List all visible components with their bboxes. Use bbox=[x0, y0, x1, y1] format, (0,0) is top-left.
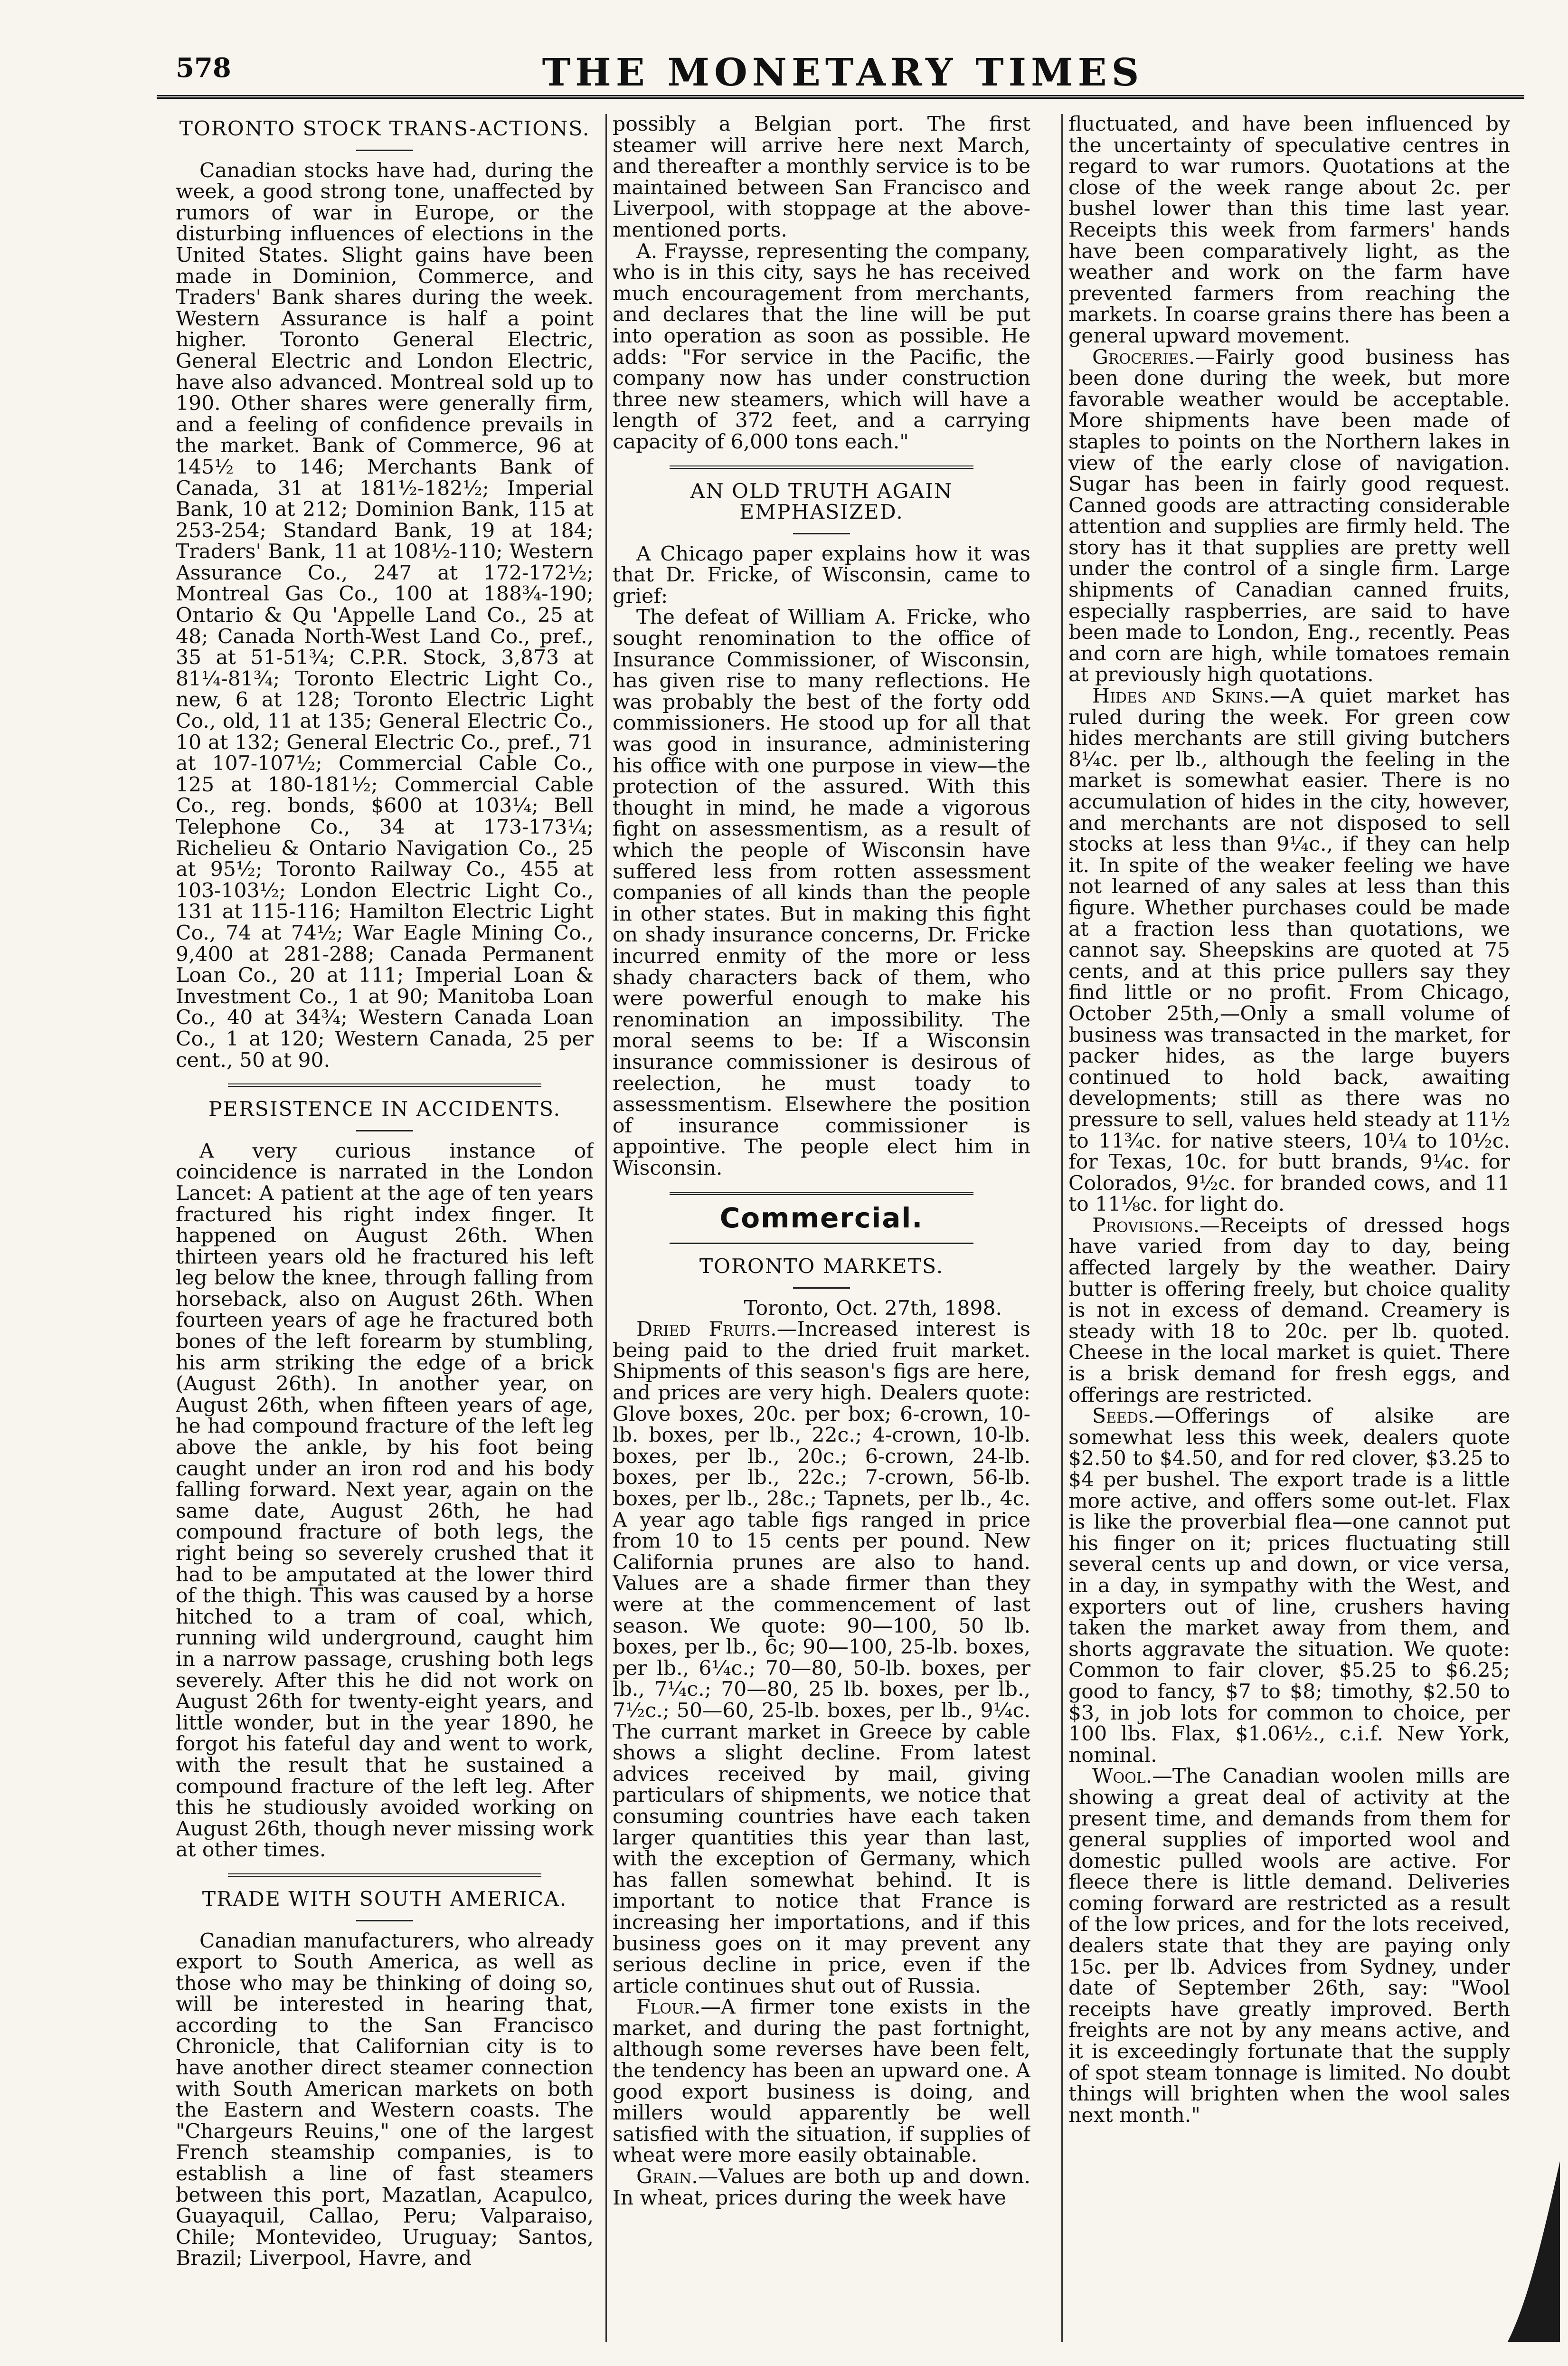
short-rule bbox=[356, 1130, 413, 1131]
paragraph-lead: Groceries. bbox=[1092, 345, 1195, 369]
article-separator bbox=[670, 1192, 973, 1195]
paragraph-lead: Wool. bbox=[1092, 1765, 1152, 1788]
article-heading: TORONTO MARKETS. bbox=[699, 1255, 944, 1279]
dateline: Toronto, Oct. 27th, 1898. bbox=[744, 1296, 1002, 1320]
article-heading: TRADE WITH SOUTH AMERICA. bbox=[202, 1887, 567, 1911]
article-paragraph: Canadian stocks have had, during the week, a good strong tone, unaffected by rumors of war in Europe, or the disturbing influences of elections in the United States. Slight gains have been made in Dominion, Commerce, and Traders' Bank shares during the week. Western Assurance is half a point higher. Toronto General Electric, General Electric and London Electric, have also advanced. Montreal sold up to 190. Other shares were generally firm, and a feeling of confidence prevails in the market. Bank of Commerce, 96 at 145½ to 146; Merchants Bank of Canada, 31 at 181½-182½; Imperial Bank, 10 at 212; Dominion Bank, 115 at 253-254; Standard Bank, 19 at 184; Traders' Bank, 11 at 108½-110; Western Assurance Co., 247 at 172-172½; Montreal Gas Co., 100 at 188¾-190; Ontario & Qu 'Appelle Land Co., 25 at 48; Canada North-West Land Co., pref., 35 at 51-51¾; C.P.R. Stock, 3,873 at 81¼-81¾; Toronto Electric Light Co., new, 6 at 128; Toronto Electric Light Co., old, 11 at 135; General Electric Co., 10 at 132; General Electric Co., pref., 71 at 107-107½; Commercial Cable Co., 125 at 180-181½; Commercial Cable Co., reg. bonds, $600 at 103¼; Bell Telephone Co., 34 at 173-173¼; Richelieu & Ontario Navigation Co., 25 at 95½; Toronto Railway Co., 455 at 103-103½; London Electric Light Co., 131 at 115-116; Hamilton Electric Light Co., 74 at 74½; War Eagle Mining Co., 9,400 at 281-288; Canada Permanent Loan Co., 20 at 111; Imperial Loan & Investment Co., 1 at 90; Manitoba Loan Co., 40 at 34¾; Western Canada Loan Co., 1 at 120; Western Canada, 25 per cent., 50 at 90. bbox=[176, 159, 594, 1072]
article-paragraph: fluctuated, and have been influenced by the uncertainty of speculative centres in regard to war rumors. Quotations at the close of the week range about 2c. per bushel lower than this time last year. Receipts this week from farmers' hands have been comparatively light, as the weather and work on the farm have prevented farmers from reaching the markets. In coarse grains there has been a general upward movement. bbox=[1068, 114, 1510, 348]
article-paragraph bbox=[1068, 347, 1510, 686]
short-rule bbox=[793, 533, 850, 534]
paragraph-body: —Offerings of alsike are somewhat less this week, dealers quote $2.50 to $4.50, and for red clover, $3.25 to $4 per bushel. The export trade is a little more active, and offers some out-let. Flax is like the proverbial flea—one cannot put his finger on it; prices fluctuating still several cents up and down, or vice versa, in a day, in sympathy with the West, and exporters out of line, crushers having taken the market away from them, and shorts aggravate the situation. We quote: Common to fair clover, $5.25 to $6.25; good to fancy, $7 to $8; timothy, $2.50 to $3, in job lots for common to choice, per 100 lbs. Flax, $1.06½., c.i.f. New York, nominal. bbox=[1068, 1405, 1510, 1767]
column-1 bbox=[176, 114, 594, 2342]
paragraph-body: —The Canadian woolen mills are showing a great deal of activity at the present time, and demands from them for general supplies of imported wool and domestic pulled wools are active. For fleece there is little demand. Deliveries coming forward are restricted as a result of the low prices, and for the lots received, dealers state that they are paying only 15c. per lb. Advices from Sydney, under date of September 26th, say: "Wool receipts have greatly improved. Berth freights are not by any means active, and it is exceedingly fortunate that the supply of spot steam tonnage is limited. No doubt things will brighten when the wool sales next month." bbox=[1068, 1765, 1510, 2127]
column-divider bbox=[1061, 114, 1063, 2342]
article-paragraph bbox=[1068, 686, 1510, 1216]
paragraph-body: —A quiet market has ruled during the week. For green cow hides merchants are still giving butchers 8¼c. per lb., although the feeling in the market is somewhat easier. There is no accumulation of hides in the city, however, and merchants are not disposed to sell stocks at less than 9¼c., if they can help it. In spite of the weaker feeling we have not learned of any sales at less than this figure. Whether purchases could be made at a fraction less than quotations, we cannot say. Sheepskins are quoted at 75 cents, and at this price pullers say they find little or no profit. From Chicago, October 25th,—Only a small volume of business was transacted in the market, for packer hides, as the large buyers continued to hold back, awaiting developments; still as there was no pressure to sell, values held steady at 11½ to 11¾c. for native steers, 10¼ to 10½c. for Texas, 10c. for butt brands, 9¼c. for Colorados, 9½c. for branded cows, and 11 to 11⅛c. for light do. bbox=[1068, 684, 1510, 1216]
article-heading: AN OLD TRUTH AGAIN EMPHASIZED. bbox=[690, 479, 953, 524]
paragraph-body: —Receipts of dressed hogs have varied from day to day, being affected largely by the weather. Dairy butter is offering freely, but choice quality is not in excess of demand. Creamery is steady with 18 to 20c. per lb. quoted. Cheese in the local market is quiet. There is a brisk demand for fresh eggs, and offerings are restricted. bbox=[1068, 1214, 1510, 1407]
header-rule bbox=[157, 95, 1524, 99]
paragraph-lead: Flour. bbox=[636, 1995, 701, 2019]
article-paragraph bbox=[1068, 1766, 1510, 2126]
page-number: 578 bbox=[176, 52, 231, 84]
page-header bbox=[176, 50, 1510, 93]
paragraph-body: —Values are both up and down. In wheat, prices during the week have bbox=[613, 2165, 1030, 2210]
paragraph-body: —A firmer tone exists in the market, and during the past fortnight, although some reverses have been felt, the tendency has been an upward one. A good export business is doing, and millers would apparently be well satisfied with the situation, if supplies of wheat were more easily obtainable. bbox=[613, 1995, 1030, 2167]
article-paragraph: A Chicago paper explains how it was that Dr. Fricke, of Wisconsin, came to grief: bbox=[613, 542, 1030, 608]
article-heading: TORONTO STOCK TRANS-ACTIONS. bbox=[179, 117, 590, 141]
article-heading: PERSISTENCE IN ACCIDENTS. bbox=[208, 1098, 561, 1121]
paragraph-lead: Grain. bbox=[636, 2165, 698, 2189]
column-3 bbox=[1068, 114, 1510, 2342]
article-paragraph: Canadian manufacturers, who already export to South America, as well as those who may be thinking of doing so, will be interested in hearing that, according to the San Francisco Chronicle, that Californian city is to have another direct steamer connection with South American markets on both the Eastern and Western coasts. The "Chargeurs Reuins," one of the largest French steamship companies, is to establish a line of fast steamers between this port, Mazatlan, Acapulco, Guayaquil, Callao, Peru; Valparaiso, Chile; Montevideo, Uruguay; Santos, Brazil; Liverpool, Havre, and bbox=[176, 1929, 594, 2271]
article-separator bbox=[670, 1243, 973, 1244]
section-heading: Commercial. bbox=[719, 1201, 924, 1234]
article-paragraph bbox=[1068, 1406, 1510, 1766]
article-separator bbox=[670, 466, 973, 469]
paragraph-lead: Hides and Skins. bbox=[1092, 684, 1270, 708]
article-separator bbox=[228, 1873, 541, 1877]
paragraph-body: —Fairly good business has been done during the week, but more favorable weather would be acceptable. More shipments have been made of staples to points on the Northern lakes in view of the early close of navigation. Sugar has been in fairly good request. Canned goods are attracting considerable attention and supplies are firmly held. The story has it that supplies are pretty well under the control of a single firm. Large shipments of Canadian canned fruits, especially raspberries, are said to have been made to London, Eng., recently. Peas and corn are high, while tomatoes remain at previously high quotations. bbox=[1068, 345, 1510, 687]
page-edge-shadow bbox=[1508, 2161, 1560, 2342]
article-paragraph bbox=[613, 1997, 1030, 2166]
article-paragraph: possibly a Belgian port. The first steamer will arrive here next March, and thereafter a monthly service is to be maintained between San Francisco and Liverpool, with stoppage at the above-mentioned ports. bbox=[613, 114, 1030, 242]
short-rule bbox=[793, 1287, 850, 1289]
article-paragraph bbox=[1068, 1216, 1510, 1406]
paragraph-lead: Provisions. bbox=[1092, 1214, 1200, 1237]
article-paragraph: A very curious instance of coincidence is narrated in the London Lancet: A patient at the age of ten years fractured his right index finger. It happened on August 26th. When thirteen years old he fractured his left leg below the knee, through falling from horseback, also on August 26th. When fourteen years of age he fractured both bones of the left forearm by stumbling, his arm striking the edge of a brick (August 26th). In another year, on August 26th, when fifteen years of age, he had compound fracture of the left leg above the ankle, by his foot being caught under an iron rod and his body falling forward. Next year, again on the same date, August 26th, he had compound fracture of both legs, the right being so severely crushed that it had to be amputated at the lower third of the thigh. This was caused by a horse hitched to a tram of coal, which, running wild underground, caught him in a narrow passage, crushing both legs severely. After this he did not work on August 26th for twenty-eight years, and little wonder, but in the year 1890, he forgot his fateful day and went to work, with the result that he sustained a compound fracture of the left leg. After this he studiously avoided working on August 26th, though never missing work at other times. bbox=[176, 1139, 594, 1862]
short-rule bbox=[356, 150, 413, 151]
article-paragraph bbox=[613, 1319, 1030, 1997]
column-2 bbox=[613, 114, 1030, 2342]
article-paragraph: The defeat of William A. Fricke, who sought renomination to the office of Insurance Commissioner, of Wisconsin, has given rise to many reflections. He was probably the best of the forty odd commissioners. He stood up for all that was good in insurance, administering his office with one purpose in view—the protection of the assured. With this thought in mind, he made a vigorous fight on assessmentism, as a result of which the people of Wisconsin have suffered less from rotten assessment companies of all kinds than the people in other states. But in making this fight on shady insurance concerns, Dr. Fricke incurred enmity of the more or less shady characters back of them, who were powerful enough to make his renomination an impossibility. The moral seems to be: If a Wisconsin insurance commissioner is desirous of reelection, he must toady to assessmentism. Elsewhere the position of insurance commissioner is appointive. The people elect him in Wisconsin. bbox=[613, 606, 1030, 1180]
paragraph-body: —Increased interest is being paid to the dried fruit market. Shipments of this season's figs are here, and prices are very high. Dealers quote: Glove boxes, 20c. per box; 6-crown, 10-lb. boxes, per lb., 22c.; 4-crown, 10-lb. boxes, per lb., 20c.; 6-crown, 24-lb. boxes, per lb., 22c.; 7-crown, 56-lb. boxes, per lb., 28c.; Tapnets, per lb., 4c. A year ago table figs ranged in price from 10 to 15 cents per pound. New California prunes are also to hand. Values are a shade firmer than they were at the commencement of last season. We quote: 90—100, 50 lb. boxes, per lb., 6c; 90—100, 25-lb. boxes, per lb., 6¼c.; 70—80, 50-lb. boxes, per lb., 7¼c.; 70—80, 25 lb. boxes, per lb., 7½c.; 50—60, 25-lb. boxes, per lb., 9¼c. The currant market in Greece by cable shows a slight decline. From latest advices received by mail, giving particulars of shipments, we notice that consuming countries have each taken larger quantities this year than last, with the exception of Germany, which has fallen somewhat behind. It is important to notice that France is increasing her importations, and if this business goes on it may prevent any serious decline in price, even if the article continues shut out of Russia. bbox=[613, 1318, 1030, 1998]
masthead-title: THE MONETARY TIMES bbox=[542, 50, 1144, 95]
paragraph-lead: Seeds. bbox=[1092, 1405, 1155, 1428]
article-paragraph: A. Fraysse, representing the company, who is in this city, says he has received much encouragement from merchants, and declares that the line will be put into operation as soon as possible. He adds: "For service in the Pacific, the company now has under construction three new steamers, which will have a length of 372 feet, and a carrying capacity of 6,000 tons each." bbox=[613, 239, 1030, 454]
paragraph-lead: Dried Fruits. bbox=[636, 1318, 777, 1341]
article-separator bbox=[228, 1083, 541, 1087]
article-paragraph bbox=[613, 2166, 1030, 2209]
short-rule bbox=[356, 1920, 413, 1921]
column-divider bbox=[605, 114, 607, 2342]
